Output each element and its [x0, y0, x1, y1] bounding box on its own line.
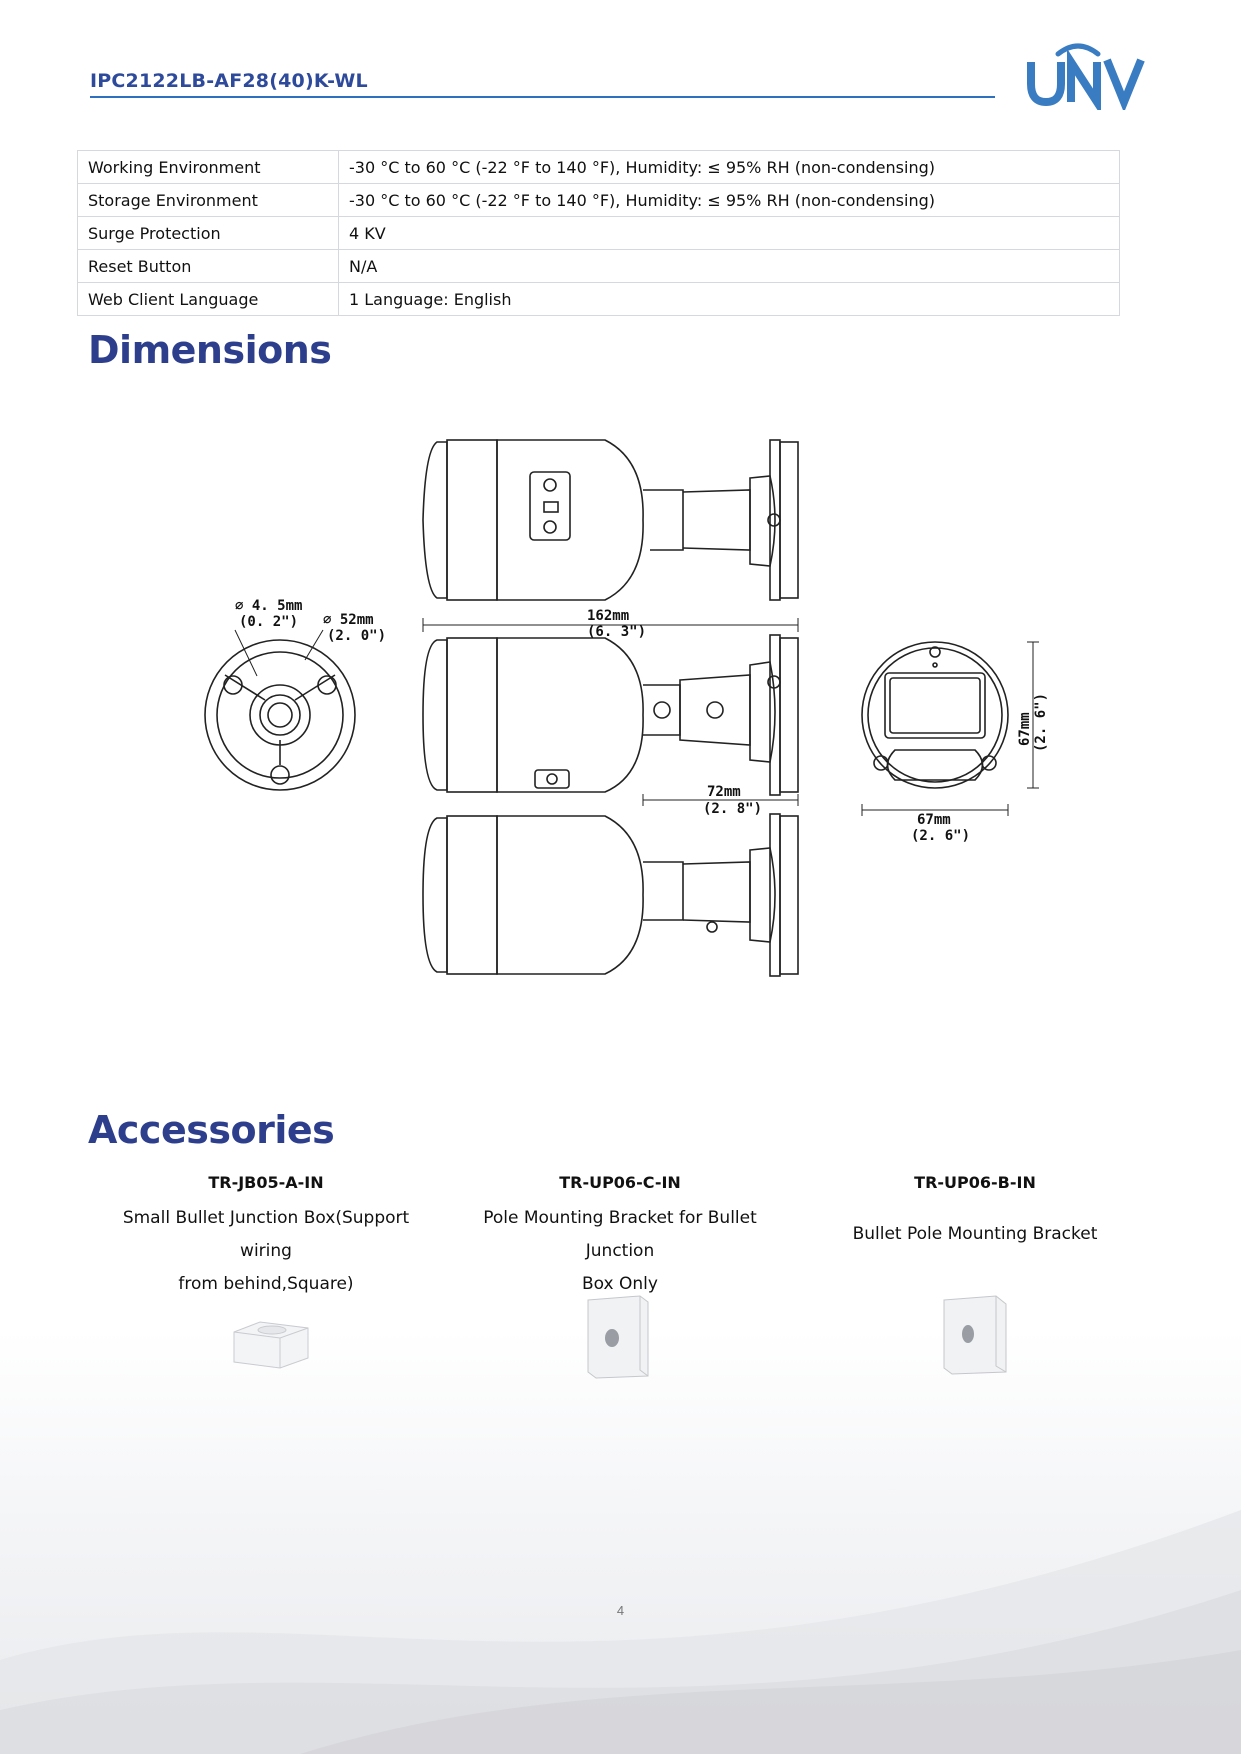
spec-label: Storage Environment	[78, 184, 339, 217]
spec-label: Reset Button	[78, 250, 339, 283]
base-diameter-in: (2. 0")	[327, 628, 387, 644]
accessory-code: TR-UP06-B-IN	[914, 1173, 1036, 1192]
accessory-item	[450, 1170, 790, 1301]
base-diameter-mm: ∅ 52mm	[323, 612, 374, 628]
spec-label: Surge Protection	[78, 217, 339, 250]
front-view	[862, 642, 1008, 788]
table-row	[78, 250, 1120, 283]
dimension-drawing	[195, 430, 1075, 990]
accessory-description	[96, 1202, 436, 1301]
page-number: 4	[616, 1603, 625, 1618]
accessory-item	[805, 1170, 1145, 1251]
camera-top-view	[423, 440, 798, 600]
hole-diameter-mm: ∅ 4. 5mm	[235, 598, 303, 614]
accessory-desc-line: Box Only	[582, 1274, 658, 1294]
specs-table	[77, 150, 1120, 316]
height-mm: 67mm	[1017, 712, 1033, 746]
hole-diameter-in: (0. 2")	[239, 614, 299, 630]
junction-box-image	[230, 1318, 312, 1370]
base-view	[205, 640, 355, 790]
unv-logo	[1025, 40, 1147, 110]
spec-value: N/A	[339, 250, 1120, 283]
camera-side-view	[423, 635, 798, 795]
spec-value: 4 KV	[339, 217, 1120, 250]
bracket-in: (2. 8")	[703, 801, 763, 817]
width-mm: 67mm	[917, 812, 951, 828]
spec-value: 1 Language: English	[339, 283, 1120, 316]
accessory-desc-line: Pole Mounting Bracket for Bullet Junction	[483, 1208, 757, 1261]
model-title: IPC2122LB-AF28(40)K-WL	[90, 70, 368, 92]
bracket-mm: 72mm	[707, 784, 741, 800]
accessory-description	[450, 1202, 790, 1301]
length-mm: 162mm	[587, 608, 630, 624]
accessory-code: TR-UP06-C-IN	[559, 1173, 681, 1192]
height-in: (2. 6")	[1033, 692, 1049, 752]
accessories-heading: Accessories	[88, 1108, 335, 1152]
spec-label: Web Client Language	[78, 283, 339, 316]
camera-bottom-view	[423, 814, 798, 976]
width-in: (2. 6")	[911, 828, 971, 844]
table-row	[78, 283, 1120, 316]
table-row	[78, 184, 1120, 217]
accessory-desc-line: Small Bullet Junction Box(Support wiring	[122, 1208, 410, 1261]
accessory-desc-line: Bullet Pole Mounting Bracket	[852, 1224, 1098, 1244]
accessory-desc-line: from behind,Square)	[178, 1274, 354, 1294]
spec-label: Working Environment	[78, 151, 339, 184]
background-waves	[0, 1330, 1241, 1754]
accessory-item	[96, 1170, 436, 1301]
table-row	[78, 217, 1120, 250]
length-in: (6. 3")	[587, 624, 647, 640]
spec-value: -30 °C to 60 °C (-22 °F to 140 °F), Humidity: ≤ 95% RH (non-condensing)	[339, 184, 1120, 217]
pole-bracket-b-image	[940, 1294, 1010, 1376]
pole-bracket-c-image	[582, 1292, 652, 1380]
spec-value: -30 °C to 60 °C (-22 °F to 140 °F), Humidity: ≤ 95% RH (non-condensing)	[339, 151, 1120, 184]
dimensions-heading: Dimensions	[88, 328, 332, 372]
accessory-description	[805, 1218, 1145, 1251]
header-rule	[90, 96, 995, 98]
accessory-code: TR-JB05-A-IN	[208, 1173, 324, 1192]
table-row	[78, 151, 1120, 184]
